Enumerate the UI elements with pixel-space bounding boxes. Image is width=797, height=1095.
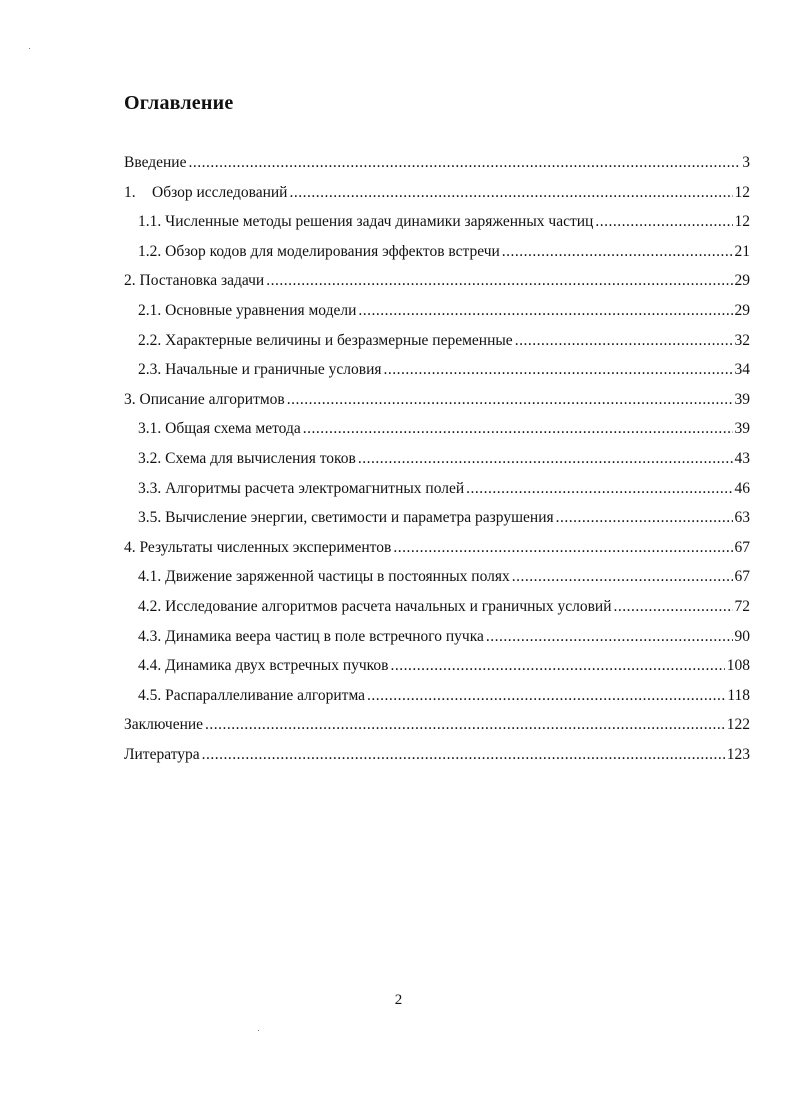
toc-dot-leader [595, 213, 732, 231]
toc-entry-title: Заключение [124, 716, 204, 734]
toc-entry-title: 3.5. Вычисление энергии, светимости и параметра разрушения [138, 509, 554, 527]
toc-dot-leader [303, 420, 733, 438]
toc-entry-title: 2.3. Начальные и граничные условия [138, 361, 382, 379]
toc-entry-title: 1.2. Обзор кодов для моделирования эффектов встречи [138, 242, 500, 260]
toc-entry-title: 2.2. Характерные величины и безразмерные переменные [138, 331, 513, 349]
toc-entry-page: 72 [734, 597, 750, 615]
toc-entry[interactable] [124, 628, 750, 658]
toc-entry[interactable] [124, 213, 750, 243]
toc-entry-title: 1.1. Численные методы решения задач динамики заряженных частиц [138, 213, 594, 231]
toc-entry[interactable] [124, 539, 750, 569]
toc-entry-title: 4.5. Распараллеливание алгоритма [138, 686, 366, 704]
toc-entry-page: 67 [734, 538, 750, 556]
toc-entry-page: 12 [734, 213, 750, 231]
toc-entry[interactable] [124, 480, 750, 510]
toc-dot-leader [205, 716, 725, 734]
toc-dot-leader [515, 332, 733, 350]
toc-heading: Оглавление [124, 92, 234, 114]
toc-entry-page: 3 [742, 154, 750, 171]
toc-entry[interactable] [124, 509, 750, 539]
toc-dot-leader [287, 391, 733, 409]
toc-entry-page: 123 [726, 745, 750, 763]
toc-entry[interactable] [124, 746, 750, 776]
toc-entry-page: 108 [726, 657, 750, 675]
toc-entry-page: 12 [734, 183, 750, 201]
table-of-contents [124, 154, 750, 775]
toc-entry-title: 3.2. Схема для вычисления токов [138, 449, 356, 467]
toc-dot-leader [367, 687, 725, 705]
toc-entry-title: 4.4. Динамика двух встречных пучков [138, 657, 389, 675]
toc-entry-title: 2.1. Основные уравнения модели [138, 301, 357, 319]
toc-dot-leader [556, 509, 733, 527]
toc-dot-leader [188, 154, 740, 172]
toc-entry[interactable] [124, 302, 750, 332]
toc-entry[interactable] [124, 568, 750, 598]
toc-entry-page: 29 [734, 272, 750, 290]
toc-entry-page: 29 [734, 301, 750, 319]
toc-entry-number: 1. [124, 183, 136, 201]
toc-dot-leader [384, 361, 733, 379]
toc-entry[interactable] [124, 243, 750, 273]
scan-speck [258, 1030, 259, 1031]
toc-dot-leader [466, 480, 732, 498]
toc-entry-title: 3. Описание алгоритмов [124, 390, 285, 408]
toc-entry-title: 3.1. Общая схема метода [138, 420, 301, 438]
toc-entry[interactable] [124, 598, 750, 628]
scan-speck [29, 48, 30, 49]
toc-entry-title: Введение [124, 154, 187, 171]
page-number: 2 [394, 992, 403, 1008]
toc-entry[interactable] [124, 450, 750, 480]
toc-entry-title-text: Обзор исследований [152, 183, 288, 201]
toc-entry-page: 39 [734, 390, 750, 408]
toc-entry-page: 118 [727, 686, 750, 704]
toc-entry[interactable] [124, 391, 750, 421]
toc-dot-leader [486, 628, 733, 646]
toc-dot-leader [390, 657, 724, 675]
toc-entry[interactable] [124, 420, 750, 450]
toc-dot-leader [358, 302, 732, 320]
toc-entry-title: 2. Постановка задачи [124, 272, 265, 290]
toc-entry[interactable] [124, 184, 750, 214]
toc-entry[interactable] [124, 332, 750, 362]
toc-dot-leader [512, 568, 733, 586]
toc-entry-page: 43 [734, 449, 750, 467]
toc-dot-leader [202, 746, 725, 764]
toc-entry-page: 34 [734, 361, 750, 379]
toc-dot-leader [358, 450, 733, 468]
toc-entry[interactable] [124, 154, 750, 184]
toc-entry-page: 90 [734, 627, 750, 645]
toc-entry-title: 4. Результаты численных экспериментов [124, 538, 392, 556]
toc-entry-title: 4.1. Движение заряженной частицы в постоянных полях [138, 568, 510, 586]
toc-entry-page: 21 [734, 242, 750, 260]
toc-entry[interactable] [124, 361, 750, 391]
toc-entry-title: 4.3. Динамика веера частиц в поле встречного пучка [138, 627, 484, 645]
toc-entry-page: 63 [734, 509, 750, 527]
toc-entry[interactable] [124, 272, 750, 302]
toc-entry-title [124, 184, 287, 202]
toc-entry-page: 39 [734, 420, 750, 438]
toc-entry-page: 122 [726, 716, 750, 734]
toc-dot-leader [502, 243, 733, 261]
toc-entry-page: 32 [734, 331, 750, 349]
toc-entry-title: Литература [124, 745, 200, 763]
toc-dot-leader [393, 539, 732, 557]
toc-entry[interactable] [124, 687, 750, 717]
toc-entry-page: 67 [734, 568, 750, 586]
toc-dot-leader [289, 184, 732, 202]
toc-dot-leader [266, 272, 732, 290]
toc-dot-leader [614, 598, 733, 616]
toc-entry[interactable] [124, 716, 750, 746]
toc-entry[interactable] [124, 657, 750, 687]
toc-entry-title: 3.3. Алгоритмы расчета электромагнитных полей [138, 479, 465, 497]
toc-entry-title: 4.2. Исследование алгоритмов расчета начальных и граничных условий [138, 597, 612, 615]
toc-entry-page: 46 [734, 479, 750, 497]
